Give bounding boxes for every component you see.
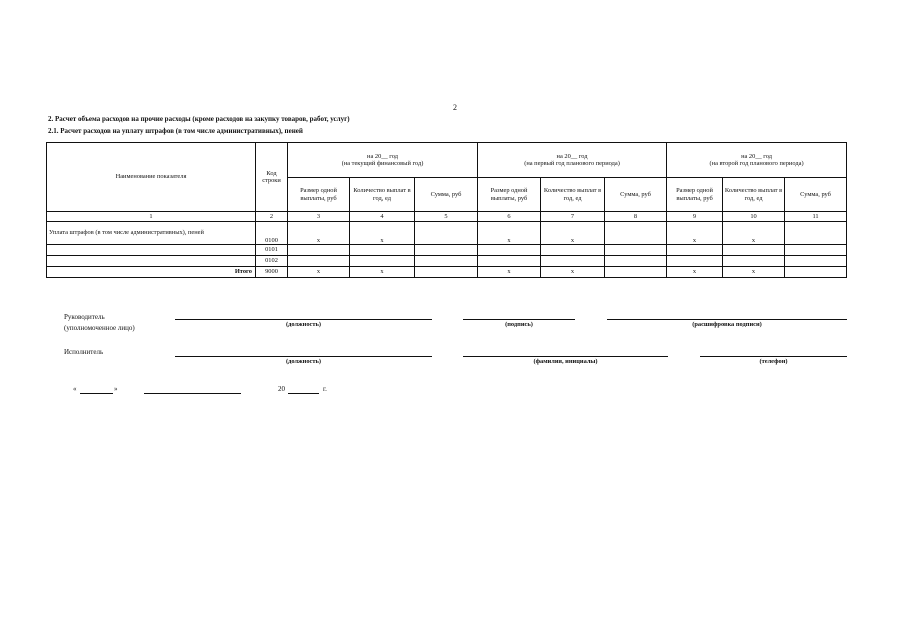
table-cell	[541, 256, 605, 267]
subsection-heading: 2.1. Расчет расходов на уплату штрафов (в том числе административных), пеней	[48, 127, 303, 135]
table-cell	[350, 256, 415, 267]
table-cell: x	[541, 267, 605, 278]
table-cell: x	[478, 267, 541, 278]
table-cell	[415, 267, 478, 278]
table-cell	[415, 256, 478, 267]
sub-header-payment-count: Количество выплат в год, ед	[723, 178, 785, 212]
table-cell	[350, 245, 415, 256]
sub-header-sum: Сумма, руб	[415, 178, 478, 212]
expense-table	[46, 142, 847, 278]
executor-label: Исполнитель	[64, 348, 104, 356]
executor-name-line	[463, 356, 668, 357]
column-number: 5	[415, 212, 478, 222]
period-subtitle: (на текущий финансовый год)	[341, 160, 424, 167]
table-cell: x	[350, 267, 415, 278]
table-cell	[478, 245, 541, 256]
column-number: 7	[541, 212, 605, 222]
table-cell	[605, 267, 667, 278]
period-title: на 20__ год	[367, 152, 398, 160]
phone-caption: (телефон)	[759, 358, 788, 365]
table-row	[47, 222, 847, 245]
date-year-line	[288, 393, 319, 394]
period-header-first-plan	[478, 143, 667, 178]
page-number: 2	[453, 103, 457, 112]
table-cell	[605, 256, 667, 267]
row-code: 9000	[256, 267, 288, 278]
table-row	[47, 245, 847, 256]
col-name-header: Наименование показателя	[47, 143, 256, 212]
executor-phone-line	[700, 356, 847, 357]
table-cell	[785, 222, 847, 245]
period-header-current	[288, 143, 478, 178]
row-code: 0100	[256, 222, 288, 245]
column-number: 11	[785, 212, 847, 222]
table-cell: x	[667, 267, 723, 278]
period-subtitle: (на второй год планового периода)	[709, 160, 804, 167]
table-cell: x	[350, 222, 415, 245]
table-cell	[478, 256, 541, 267]
row-code: 0102	[256, 256, 288, 267]
row-name: Уплата штрафов (в том числе административных), пеней	[47, 222, 256, 245]
column-number: 4	[350, 212, 415, 222]
table-cell	[667, 256, 723, 267]
column-number: 1	[47, 212, 256, 222]
table-cell	[723, 256, 785, 267]
sub-header-payment-size: Размер одной выплаты, руб	[288, 178, 350, 212]
table-cell	[605, 222, 667, 245]
table-row	[47, 256, 847, 267]
table-cell	[288, 245, 350, 256]
period-subtitle: (на первый год планового периода)	[524, 160, 620, 167]
table-cell	[415, 245, 478, 256]
head-sublabel: (уполномоченное лицо)	[64, 324, 135, 332]
total-row	[47, 267, 847, 278]
table-cell: x	[723, 222, 785, 245]
section-heading: 2. Расчет объема расходов на прочие расходы (кроме расходов на закупку товаров, работ, услуг)	[48, 115, 350, 123]
head-label: Руководитель	[64, 313, 105, 321]
table-cell: x	[723, 267, 785, 278]
table-cell	[785, 245, 847, 256]
date-year-prefix: 20	[278, 385, 285, 393]
date-month-line	[144, 393, 241, 394]
table-cell	[785, 267, 847, 278]
signature-caption: (подпись)	[505, 321, 533, 328]
row-name	[47, 245, 256, 256]
sub-header-sum: Сумма, руб	[785, 178, 847, 212]
column-number: 8	[605, 212, 667, 222]
column-number: 6	[478, 212, 541, 222]
table-cell	[723, 245, 785, 256]
date-close-quote: »	[114, 385, 118, 393]
column-number: 10	[723, 212, 785, 222]
row-name	[47, 256, 256, 267]
table-cell	[667, 245, 723, 256]
sub-header-payment-size: Размер одной выплаты, руб	[667, 178, 723, 212]
table-cell: x	[667, 222, 723, 245]
table-cell	[785, 256, 847, 267]
executor-position-line	[175, 356, 432, 357]
sub-header-payment-count: Количество выплат в год, ед	[350, 178, 415, 212]
table-cell	[415, 222, 478, 245]
date-day-line	[80, 393, 113, 394]
name-caption: (фамилия, инициалы)	[533, 358, 598, 365]
column-number: 2	[256, 212, 288, 222]
row-code: 0101	[256, 245, 288, 256]
period-title: на 20__ год	[741, 152, 773, 160]
col-code-header: Код строки	[256, 143, 288, 212]
total-label: Итого	[47, 267, 256, 278]
position-caption: (должность)	[285, 321, 322, 328]
table-cell	[605, 245, 667, 256]
position-caption: (должность)	[285, 358, 322, 365]
sub-header-payment-count: Количество выплат в год, ед	[541, 178, 605, 212]
head-signature-line	[463, 319, 575, 320]
table-cell	[541, 245, 605, 256]
period-title: на 20__ год	[556, 152, 588, 160]
sub-header-sum: Сумма, руб	[605, 178, 667, 212]
column-number: 3	[288, 212, 350, 222]
table-cell: x	[478, 222, 541, 245]
period-header-second-plan	[667, 143, 847, 178]
table-cell	[288, 256, 350, 267]
head-position-line	[175, 319, 432, 320]
table-cell: x	[541, 222, 605, 245]
date-year-suffix: г.	[323, 385, 327, 393]
column-number: 9	[667, 212, 723, 222]
decoding-caption: (расшифровка подписи)	[692, 321, 762, 328]
head-decoding-line	[607, 319, 847, 320]
table-cell: x	[288, 267, 350, 278]
date-open-quote: «	[73, 385, 77, 393]
table-cell: x	[288, 222, 350, 245]
sub-header-payment-size: Размер одной выплаты, руб	[478, 178, 541, 212]
